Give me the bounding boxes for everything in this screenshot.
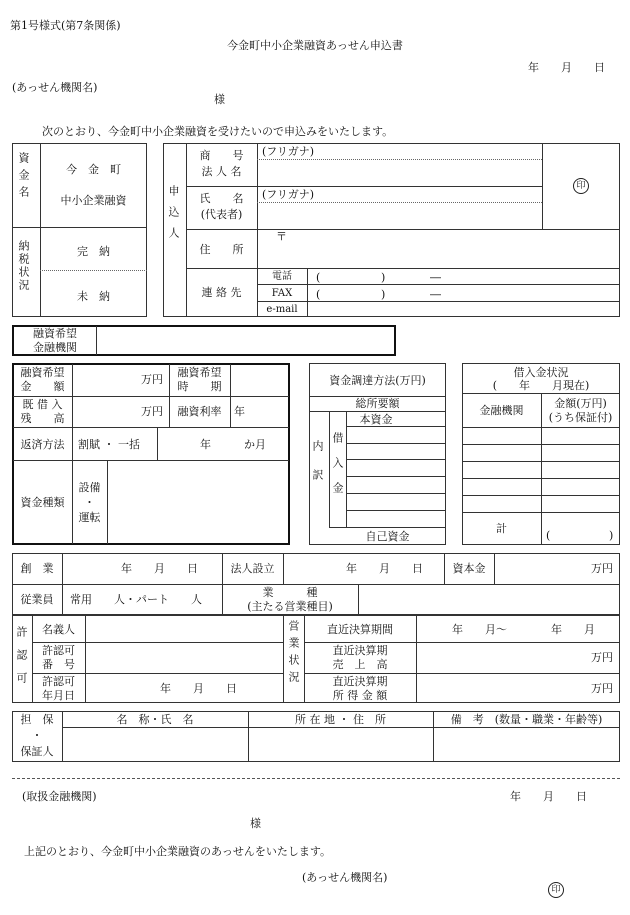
company-label-2: 法 人 名 <box>201 165 242 178</box>
footer-sama: 様 <box>250 817 261 830</box>
sales-label-1: 直近決算期 <box>332 644 388 657</box>
agency-sama: 様 <box>214 93 225 106</box>
funding-total: 総所要額 <box>355 397 400 410</box>
repayment-options[interactable]: 割賦 ・ 一括 <box>78 438 140 451</box>
balance-unit: 万円 <box>141 405 163 418</box>
capital-unit: 万円 <box>591 562 613 575</box>
fund-type-operating[interactable]: 運転 <box>78 511 101 524</box>
employees-value[interactable]: 常用 人・パート 人 <box>70 593 202 606</box>
borrowing-title: 借入金状況 <box>513 366 569 379</box>
guarantor-label-3: 保証人 <box>20 745 54 758</box>
sales-unit: 万円 <box>591 651 613 664</box>
applicant-label: 申込人 <box>167 185 180 248</box>
interest-rate-label: 融資利率 <box>177 405 222 418</box>
business-type-label-1: 業 種 <box>262 586 318 599</box>
corp-established-date[interactable]: 年 月 日 <box>346 562 423 575</box>
guarantor-note-col: 備 考 (数量・職業・年齢等) <box>450 713 603 726</box>
own-capital-label: 本資金 <box>359 413 393 426</box>
permit-date-label-1: 許認可 <box>42 675 75 688</box>
permit-number-label-2: 番 号 <box>42 658 75 671</box>
guarantor-address-col: 所 在 地 ・ 住 所 <box>295 713 386 726</box>
self-funds-label: 自己資金 <box>365 530 410 543</box>
tax-unpaid-option[interactable]: 未 納 <box>77 290 110 303</box>
form-title: 今金町中小企業融資あっせん申込書 <box>227 39 403 52</box>
fund-type-equipment[interactable]: 設備 <box>78 481 101 494</box>
repayment-term[interactable]: 年 か月 <box>200 438 266 451</box>
email-label: e-mail <box>266 304 298 315</box>
permit-date-label-2: 年月日 <box>42 689 75 702</box>
name-furigana[interactable]: (フリガナ) <box>262 188 315 201</box>
contact-label: 連 絡 先 <box>201 286 242 299</box>
borrowing-total-paren-open: ( <box>546 529 551 542</box>
application-date[interactable]: 年 月 日 <box>528 61 605 74</box>
borrowing-bank-col: 金融機関 <box>479 404 524 417</box>
guarantor-label-2: ・ <box>31 729 43 742</box>
footer-seal-icon: 印 <box>548 882 564 898</box>
fund-name-line2: 中小企業融資 <box>60 194 127 207</box>
income-label-2: 所 得 金 額 <box>332 689 388 702</box>
loan-period-label-2: 時 期 <box>177 380 222 393</box>
footer-agency-label: (あっせん機関名) <box>302 871 388 884</box>
borrowing-total-label: 計 <box>496 522 507 535</box>
fax-label: FAX <box>271 288 293 299</box>
postal-mark[interactable]: 〒 <box>276 230 287 243</box>
repayment-label: 返済方法 <box>20 438 65 451</box>
borrowing-amount-col-1: 金額(万円) <box>554 397 607 410</box>
name-label-1: 氏 名 <box>199 192 244 205</box>
loan-amount-label-2: 金 額 <box>20 380 65 393</box>
funding-loan-label: 借入金 <box>331 432 344 507</box>
footer-date[interactable]: 年 月 日 <box>510 790 587 803</box>
fund-name-label: 資金名 <box>17 152 30 203</box>
loan-period-label-1: 融資希望 <box>177 366 222 379</box>
applicant-seal-icon: 印 <box>573 178 589 194</box>
fund-type-label: 資金種類 <box>20 496 65 509</box>
phone-dash: ― <box>430 271 441 284</box>
fund-type-dot: ・ <box>84 496 95 509</box>
fax-paren-open: ( <box>316 288 321 301</box>
name-label-2: (代表者) <box>200 208 243 221</box>
tax-paid-option[interactable]: 完 納 <box>77 245 110 258</box>
permit-number-label-1: 許認可 <box>42 644 75 657</box>
guarantor-label-1: 担 保 <box>20 713 54 726</box>
business-type-label-2: (主たる営業種目) <box>247 600 333 613</box>
phone-label: 電話 <box>272 271 292 282</box>
bank-request-label-2: 金融機関 <box>33 341 77 354</box>
intro-text: 次のとおり、今金町中小企業融資を受けたいので申込みをいたします。 <box>42 125 394 138</box>
fiscal-period-value[interactable]: 年 月～ 年 月 <box>452 623 595 636</box>
fax-dash: ― <box>430 288 441 301</box>
funding-breakdown-label: 内訳 <box>311 440 324 498</box>
phone-paren-open: ( <box>316 271 321 284</box>
borrowing-amount-col-2: (うち保証付) <box>548 411 613 424</box>
employees-label: 従業員 <box>20 593 54 606</box>
balance-label-1: 既 借 入 <box>22 398 63 411</box>
agency-name-label: (あっせん機関名) <box>12 81 98 94</box>
balance-label-2: 残 高 <box>20 412 65 425</box>
handling-bank-label: (取扱金融機関) <box>22 790 97 803</box>
guarantor-name-col: 名 称・氏 名 <box>116 713 194 726</box>
address-label: 住 所 <box>199 243 244 256</box>
fiscal-period-label: 直近決算期間 <box>327 623 393 636</box>
founding-date[interactable]: 年 月 日 <box>121 562 198 575</box>
loan-amount-unit: 万円 <box>141 373 163 386</box>
sales-label-2: 売 上 高 <box>332 658 388 671</box>
corp-established-label: 法人設立 <box>230 562 275 575</box>
footer-statement: 上記のとおり、今金町中小企業融資のあっせんをいたします。 <box>24 845 332 858</box>
borrowing-total-paren-close: ) <box>609 529 614 542</box>
tax-status-label: 納税状況 <box>17 240 30 292</box>
funding-title: 資金調達方法(万円) <box>329 374 426 387</box>
company-label-1: 商 号 <box>199 149 244 162</box>
borrowing-as-of[interactable]: ( 年 月現在) <box>492 379 590 392</box>
interest-rate-unit: 年 <box>234 405 245 418</box>
fund-name-line1: 今 金 町 <box>66 163 121 176</box>
permit-date-value[interactable]: 年 月 日 <box>160 682 237 695</box>
business-status-label: 営業状況 <box>287 620 300 688</box>
permit-holder-label: 名義人 <box>42 623 75 636</box>
company-furigana[interactable]: (フリガナ) <box>262 145 315 158</box>
fax-paren-close: ) <box>381 288 386 301</box>
capital-label: 資本金 <box>452 562 486 575</box>
income-unit: 万円 <box>591 682 613 695</box>
phone-paren-close: ) <box>381 271 386 284</box>
founding-label: 創 業 <box>20 562 54 575</box>
bank-request-label-1: 融資希望 <box>33 327 77 340</box>
loan-amount-label-1: 融資希望 <box>20 366 65 379</box>
income-label-1: 直近決算期 <box>332 675 388 688</box>
cut-line <box>12 778 620 779</box>
form-number: 第1号様式(第7条関係) <box>10 19 121 32</box>
permit-label: 許認可 <box>15 626 28 695</box>
